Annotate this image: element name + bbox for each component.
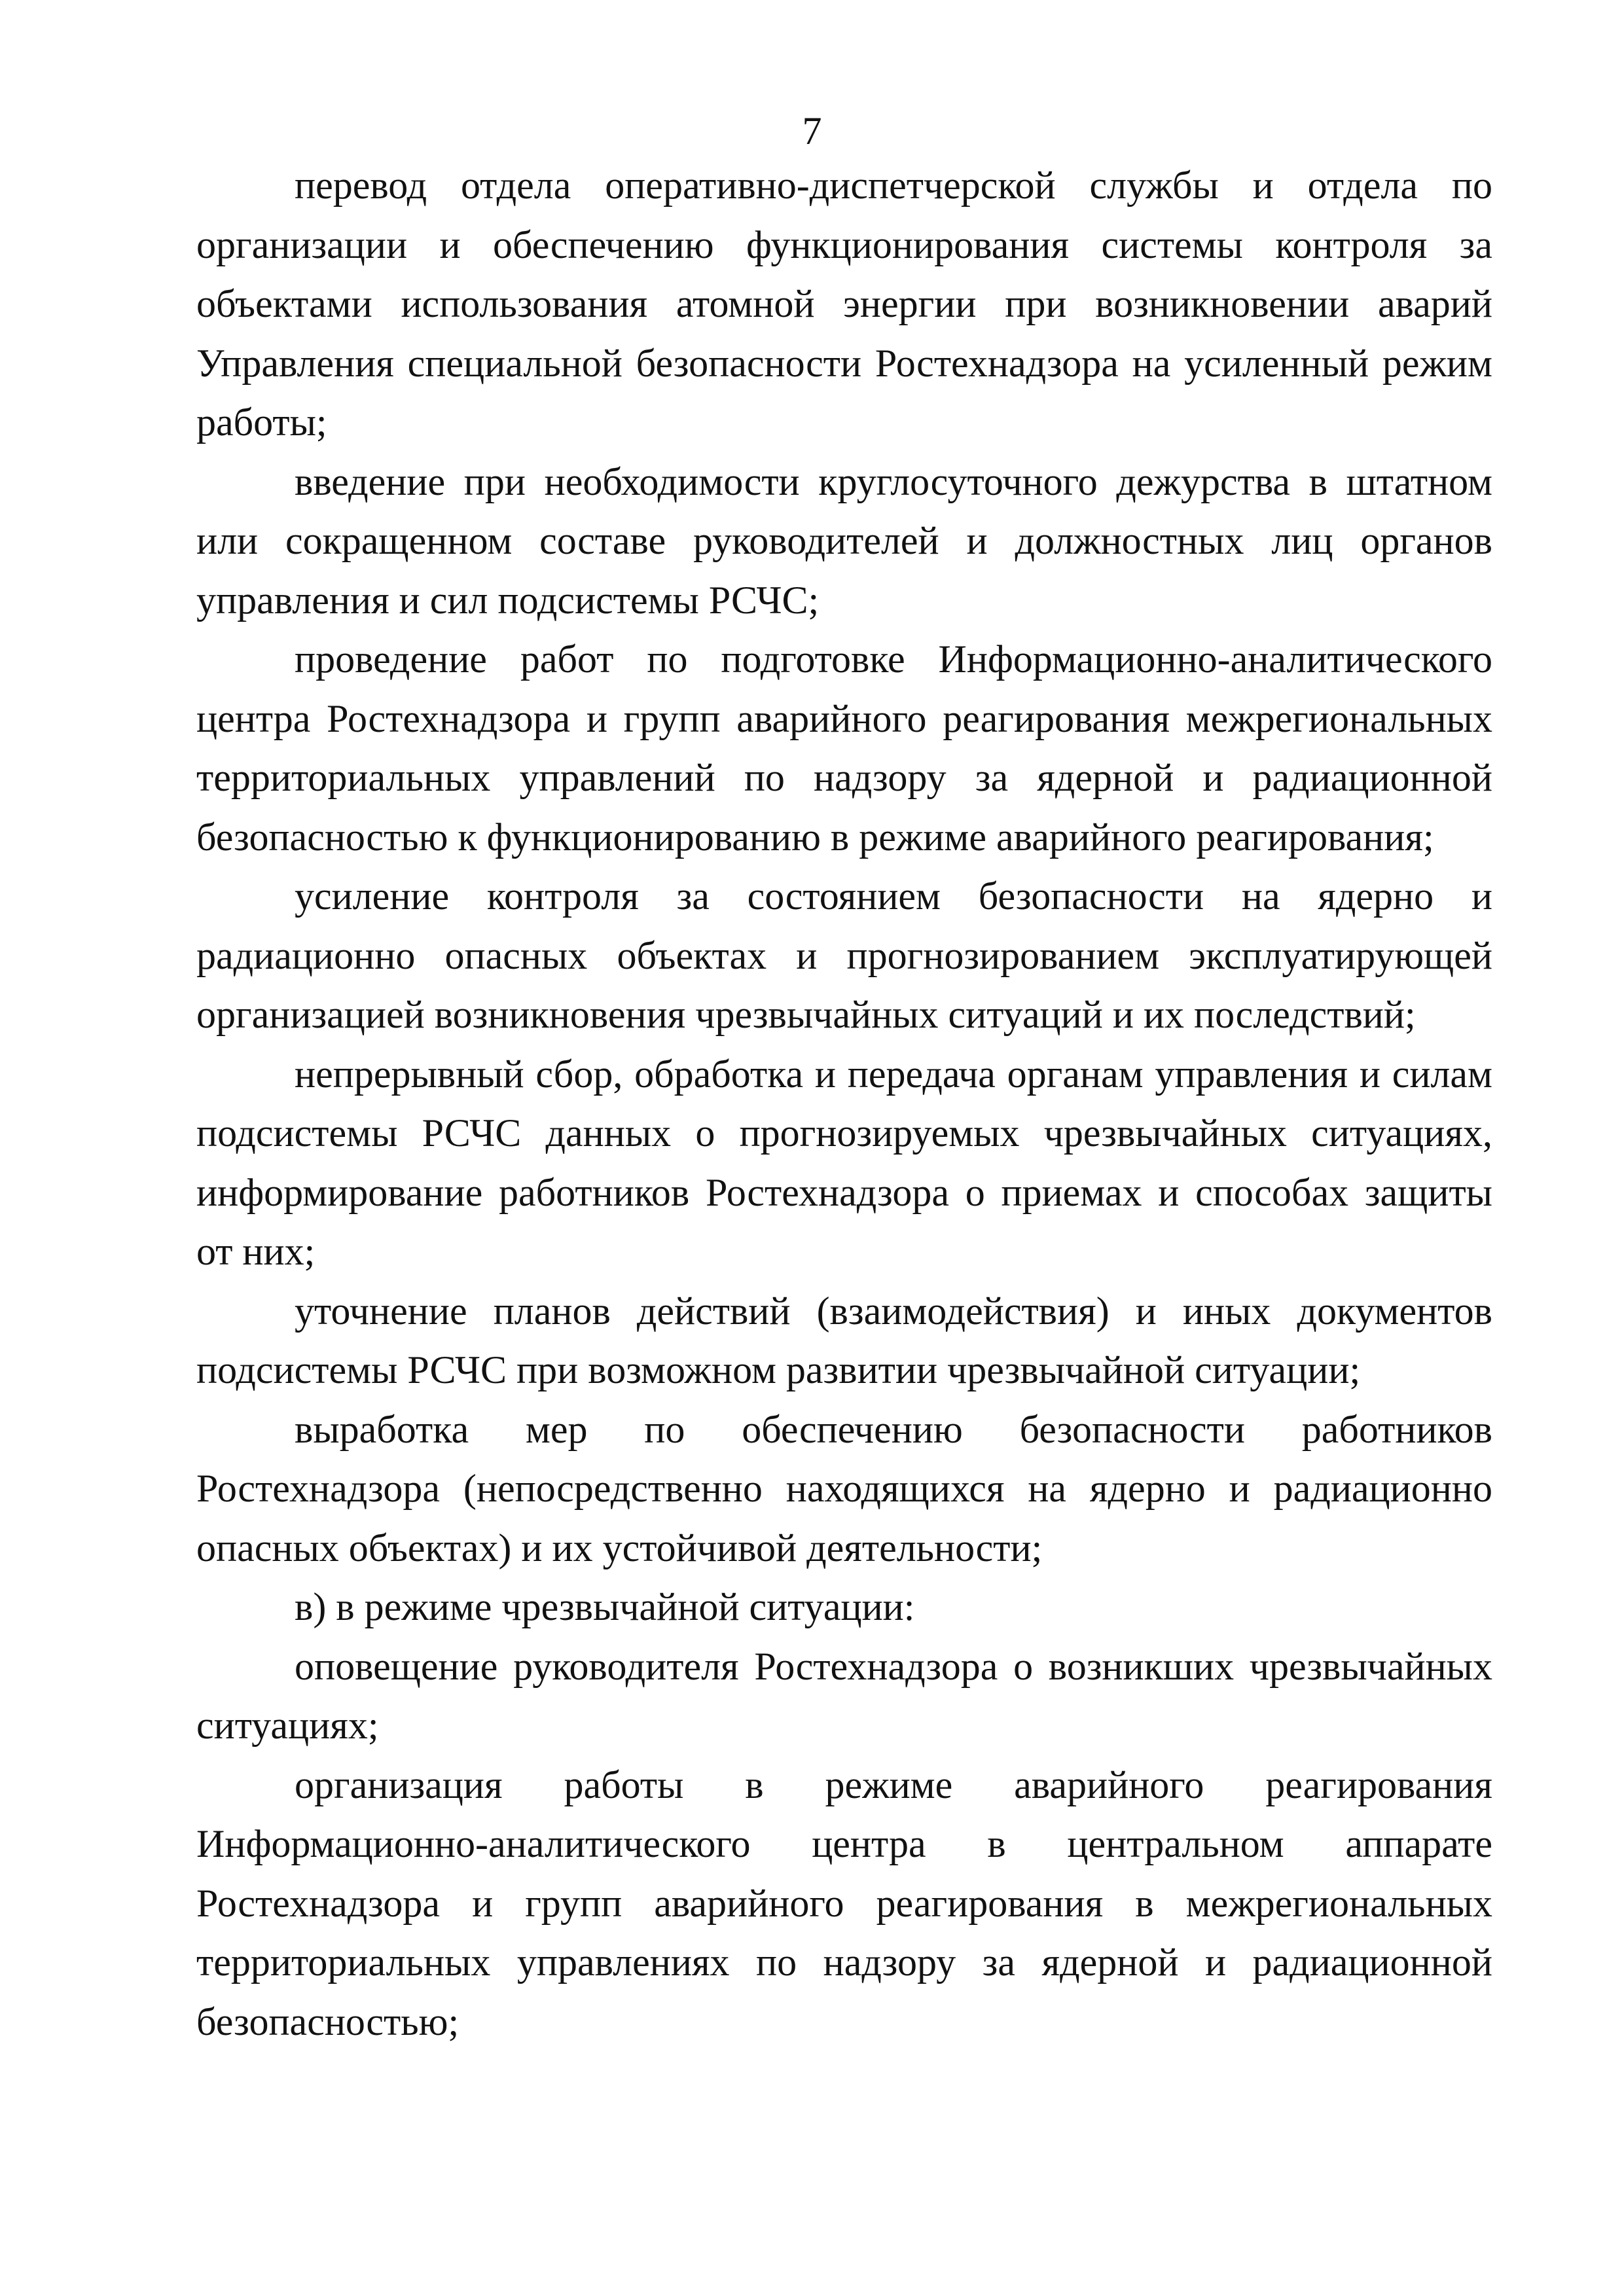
- paragraph-data-collection: непрерывный сбор, обработка и передача органам управления и силам подсистемы РСЧС данных о прогнозируемых чрезвычайных ситуациях, информирование работников Ростехнадзора о приемах и способах защиты от них;: [196, 1052, 1492, 1273]
- paragraph-safety-measures: выработка мер по обеспечению безопасности работников Ростехнадзора (непосредственно находящихся на ядерно и радиационно опасных объектах) и их устойчивой деятельности;: [196, 1407, 1492, 1570]
- document-body: [196, 156, 1492, 2051]
- paragraph-emergency-mode-heading: в) в режиме чрезвычайной ситуации:: [295, 1585, 915, 1628]
- paragraph-duty-service-transfer: перевод отдела оперативно-диспетчерской службы и отдела по организации и обеспечению функционирования системы контроля за объектами использования атомной энергии при возникновении аварий Управления специальной безопасности Ростехнадзора на усиленный режим работы;: [196, 164, 1492, 444]
- paragraph-emergency-response-organization: организация работы в режиме аварийного реагирования Информационно-аналитического центра в центральном аппарате Ростехнадзора и групп аварийного реагирования в межрегиональных территориальных управлениях по надзору за ядерной и радиационной безопасностью;: [196, 1763, 1492, 2043]
- page-number: 7: [802, 109, 822, 152]
- paragraph-plans-clarification: уточнение планов действий (взаимодействия) и иных документов подсистемы РСЧС при возможном развитии чрезвычайной ситуации;: [196, 1289, 1492, 1391]
- paragraph-head-notification: оповещение руководителя Ростехнадзора о возникших чрезвычайных ситуациях;: [196, 1644, 1492, 1747]
- paragraph-round-the-clock-duty: введение при необходимости круглосуточного дежурства в штатном или сокращенном составе руководителей и должностных лиц органов управления и сил подсистемы РСЧС;: [196, 459, 1492, 622]
- paragraph-control-strengthening: усиление контроля за состоянием безопасности на ядерно и радиационно опасных объектах и прогнозированием эксплуатирующей организацией возникновения чрезвычайных ситуаций и их последствий;: [196, 874, 1492, 1036]
- paragraph-preparation-works: проведение работ по подготовке Информационно-аналитического центра Ростехнадзора и групп аварийного реагирования межрегиональных территориальных управлений по надзору за ядерной и радиационной безопасностью к функционированию в режиме аварийного реагирования;: [196, 637, 1492, 859]
